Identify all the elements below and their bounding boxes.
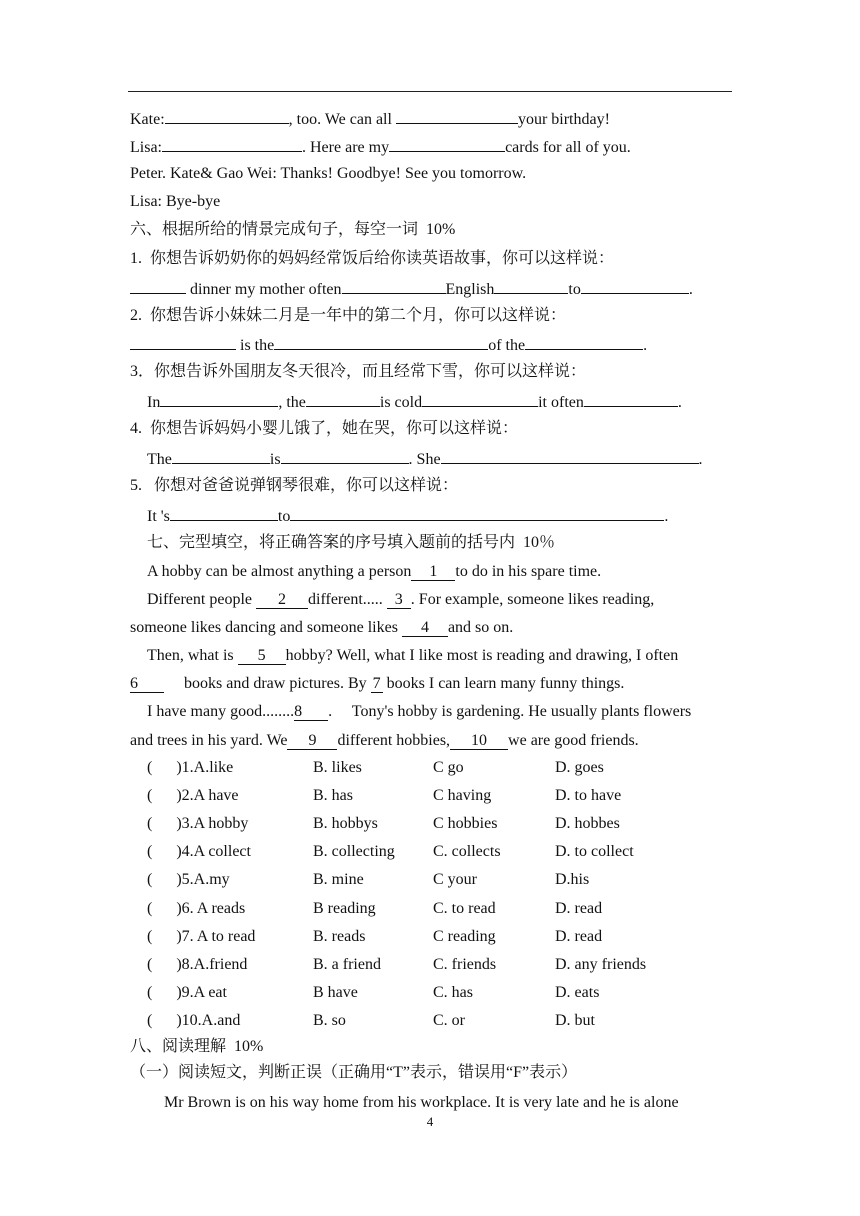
blank[interactable] xyxy=(525,334,643,350)
option-question: ( )1.A.like xyxy=(147,759,234,776)
option-choice[interactable]: B. so xyxy=(313,1011,346,1029)
option-choice[interactable]: C. to read xyxy=(433,899,496,917)
option-choice[interactable]: C. has xyxy=(433,983,473,1001)
cloze-line-5: 6 books and draw pictures. By 7 books I can learn many funny things. xyxy=(130,675,625,692)
cloze-line-4: Then, what is 5 hobby? Well, what I like most is reading and drawing, I often xyxy=(147,647,679,664)
blank[interactable] xyxy=(494,278,568,294)
blank[interactable] xyxy=(130,278,186,294)
q1-answer: dinner my mother often English to . xyxy=(130,278,693,300)
blank[interactable] xyxy=(274,334,488,350)
q4-prompt: 4. 你想告诉妈妈小婴儿饿了，她在哭，你可以这样说： xyxy=(130,420,519,437)
option-choice[interactable]: D. goes xyxy=(555,759,604,776)
option-choice[interactable]: B. likes xyxy=(313,759,362,776)
q5-prompt: 5. 你想对爸爸说弹钢琴很难，你可以这样说： xyxy=(130,477,459,494)
option-choice[interactable]: D. hobbes xyxy=(555,815,620,833)
blank[interactable] xyxy=(581,278,689,294)
blank[interactable] xyxy=(396,108,518,124)
option-choice[interactable]: C. collects xyxy=(433,843,501,861)
cloze-line-3: someone likes dancing and someone likes 4 and so on. xyxy=(130,619,514,636)
reading-paragraph: Mr Brown is on his way home from his workplace. It is very late and he is alone xyxy=(164,1094,679,1111)
option-choice[interactable]: D. eats xyxy=(555,983,600,1001)
cloze-blank[interactable]: 8 xyxy=(294,704,328,721)
section8-heading: 八、阅读理解 10% xyxy=(130,1038,264,1055)
dialogue-peter: Peter. Kate& Gao Wei: Thanks! Goodbye! See you tomorrow. xyxy=(130,165,527,182)
blank[interactable] xyxy=(290,505,664,521)
section8-instruction: （一）阅读短文，判断正误（正确用“T”表示，错误用“F”表示） xyxy=(130,1064,578,1081)
cloze-blank[interactable]: 2 xyxy=(256,592,308,609)
option-choice[interactable]: B have xyxy=(313,983,358,1001)
blank[interactable] xyxy=(441,448,699,464)
cloze-line-6: I have many good........8 . Tony's hobby is gardening. He usually plants flowers xyxy=(147,703,692,720)
cloze-blank[interactable]: 5 xyxy=(238,648,286,665)
option-question: ( )7. A to read xyxy=(147,927,256,945)
blank[interactable] xyxy=(281,448,409,464)
q1-prompt: 1. 你想告诉奶奶你的妈妈经常饭后给你读英语故事，你可以这样说： xyxy=(130,250,615,267)
cloze-blank[interactable]: 3 xyxy=(387,592,411,609)
option-question: ( )2.A have xyxy=(147,787,239,805)
dialogue-lisa: Lisa: . Here are my cards for all of you. xyxy=(130,136,631,158)
option-question: ( )9.A eat xyxy=(147,983,227,1001)
cloze-blank[interactable]: 7 xyxy=(372,675,381,692)
option-choice[interactable]: D.his xyxy=(555,871,590,889)
section6-heading: 六、根据所给的情景完成句子，每空一词 10% xyxy=(130,221,456,238)
cloze-blank[interactable]: 4 xyxy=(402,620,448,637)
blank[interactable] xyxy=(160,391,278,407)
blank[interactable] xyxy=(172,448,270,464)
option-choice[interactable]: D. but xyxy=(555,1011,595,1029)
option-choice[interactable]: B. has xyxy=(313,787,353,805)
option-choice[interactable]: B reading xyxy=(313,899,376,917)
option-question: ( )5.A.my xyxy=(147,871,230,889)
option-question: ( )3.A hobby xyxy=(147,815,249,833)
blank[interactable] xyxy=(389,136,505,152)
option-choice[interactable]: C. friends xyxy=(433,955,497,973)
cloze-line-2: Different people 2 different..... 3 . For example, someone likes reading, xyxy=(147,591,655,608)
option-choice[interactable]: B. collecting xyxy=(313,843,395,861)
blank[interactable] xyxy=(162,136,302,152)
cloze-blank[interactable]: 10 xyxy=(450,733,508,750)
q4-answer: The is . She . xyxy=(147,448,703,470)
blank[interactable] xyxy=(306,391,380,407)
option-choice[interactable]: D. to have xyxy=(555,787,622,805)
option-choice[interactable]: D. any friends xyxy=(555,955,647,973)
option-choice[interactable]: B. a friend xyxy=(313,955,381,973)
blank[interactable] xyxy=(422,391,538,407)
cloze-blank[interactable]: 6 xyxy=(130,676,164,693)
option-question: ( )6. A reads xyxy=(147,899,246,917)
option-choice[interactable]: C having xyxy=(433,787,492,805)
option-choice[interactable]: C reading xyxy=(433,927,496,945)
section7-heading: 七、完型填空，将正确答案的序号填入题前的括号内 10％ xyxy=(147,534,556,551)
option-choice[interactable]: D. to collect xyxy=(555,843,634,861)
dialogue-lisa-bye: Lisa: Bye-bye xyxy=(130,193,221,210)
cloze-line-7: and trees in his yard. We 9 different hobbies, 10 we are good friends. xyxy=(130,732,639,749)
option-question: ( )4.A collect xyxy=(147,843,251,861)
cloze-line-1: A hobby can be almost anything a person 1 to do in his spare time. xyxy=(147,563,602,580)
cloze-blank[interactable]: 1 xyxy=(411,564,455,581)
option-choice[interactable]: C your xyxy=(433,871,477,889)
page-number: 4 xyxy=(426,1114,434,1129)
q3-answer: In , the is cold it often . xyxy=(147,391,682,413)
option-choice[interactable]: B. reads xyxy=(313,927,366,945)
option-choice[interactable]: B. mine xyxy=(313,871,364,889)
option-choice[interactable]: B. hobbys xyxy=(313,815,378,833)
blank[interactable] xyxy=(584,391,678,407)
q2-prompt: 2. 你想告诉小妹妹二月是一年中的第二个月，你可以这样说： xyxy=(130,307,567,324)
blank[interactable] xyxy=(342,278,446,294)
cloze-blank[interactable]: 9 xyxy=(287,733,337,750)
dialogue-kate: Kate: , too. We can all your birthday! xyxy=(130,108,610,130)
q5-answer: It 's to . xyxy=(147,505,668,527)
option-choice[interactable]: D. read xyxy=(555,899,603,917)
option-choice[interactable]: C hobbies xyxy=(433,815,498,833)
q3-prompt: 3．你想告诉外国朋友冬天很冷，而且经常下雪，你可以这样说： xyxy=(130,363,587,380)
option-question: ( )8.A.friend xyxy=(147,955,248,973)
blank[interactable] xyxy=(170,505,278,521)
option-question: ( )10.A.and xyxy=(147,1011,241,1029)
q2-answer: is the of the . xyxy=(130,334,647,356)
blank[interactable] xyxy=(130,334,236,350)
option-choice[interactable]: D. read xyxy=(555,927,603,945)
blank[interactable] xyxy=(165,108,289,124)
header-rule xyxy=(128,91,732,92)
option-choice[interactable]: C. or xyxy=(433,1011,465,1029)
option-choice[interactable]: C go xyxy=(433,759,464,776)
